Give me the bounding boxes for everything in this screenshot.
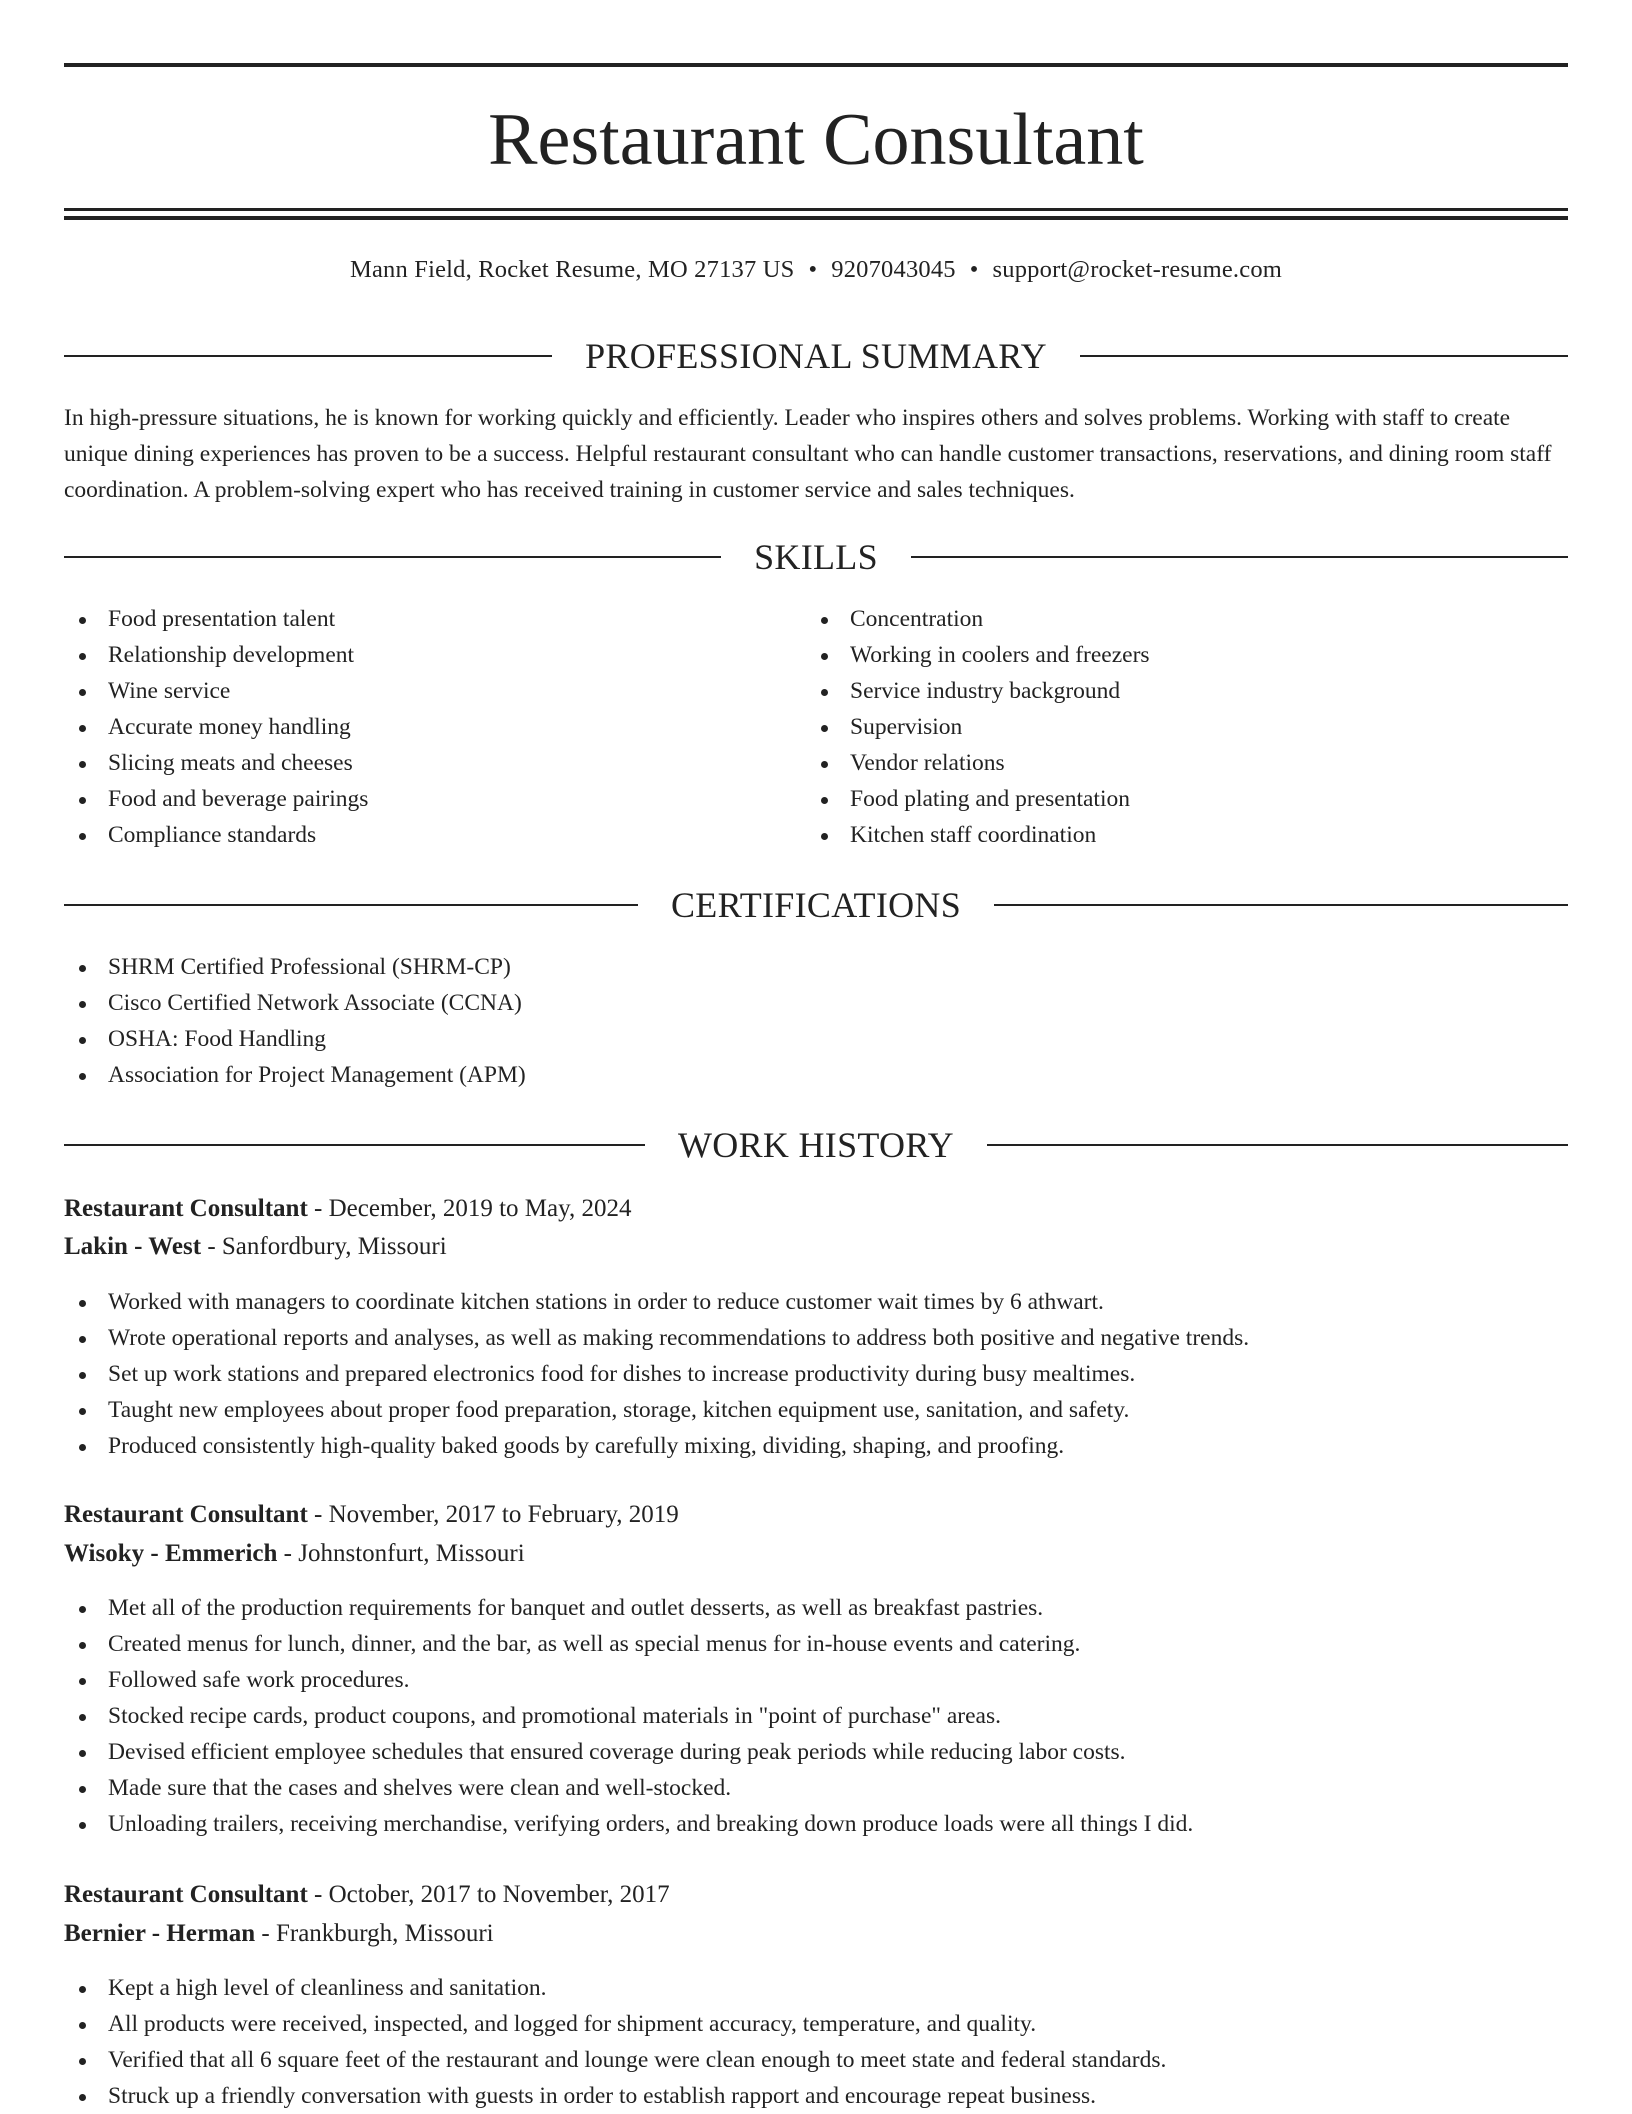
job-title-line bbox=[64, 1876, 670, 1914]
certification-item: OSHA: Food Handling bbox=[64, 1021, 526, 1057]
job-bullet: Wrote operational reports and analyses, as well as making recommendations to address both positive and negative trends. bbox=[64, 1320, 1249, 1356]
heading-rule-right bbox=[1080, 355, 1568, 357]
skill-item: Food presentation talent bbox=[64, 601, 368, 637]
job-bullet: Worked with managers to coordinate kitchen stations in order to reduce customer wait times by 6 athwart. bbox=[64, 1284, 1249, 1320]
job-bullet: Created menus for lunch, dinner, and the bar, as well as special menus for in-house events and catering. bbox=[64, 1626, 1193, 1662]
summary-heading-text: PROFESSIONAL SUMMARY bbox=[585, 336, 1047, 376]
skill-item: Service industry background bbox=[806, 673, 1150, 709]
job-location: - Johnstonfurt, Missouri bbox=[277, 1540, 525, 1567]
job-bullet: Taught new employees about proper food preparation, storage, kitchen equipment use, sanitation, and safety. bbox=[64, 1392, 1249, 1428]
header-bottom-rule-2 bbox=[64, 216, 1568, 220]
skill-item: Working in coolers and freezers bbox=[806, 637, 1150, 673]
job-title: Restaurant Consultant bbox=[64, 1501, 308, 1528]
skill-item: Relationship development bbox=[64, 637, 368, 673]
contact-line bbox=[0, 252, 1632, 288]
page-title: Restaurant Consultant bbox=[488, 99, 1144, 181]
job-bullet: Set up work stations and prepared electronics food for dishes to increase productivity during busy mealtimes. bbox=[64, 1356, 1249, 1392]
job-company-line bbox=[64, 1915, 494, 1953]
job-title: Restaurant Consultant bbox=[64, 1881, 308, 1908]
skills-list-left bbox=[64, 601, 368, 853]
job-dates: - November, 2017 to February, 2019 bbox=[307, 1501, 679, 1528]
job-bullets bbox=[64, 1970, 1166, 2114]
job-bullet: Followed safe work procedures. bbox=[64, 1662, 1193, 1698]
certification-item: Association for Project Management (APM) bbox=[64, 1057, 526, 1093]
contact-separator: • bbox=[969, 256, 979, 283]
job-company: Wisoky - Emmerich bbox=[64, 1540, 278, 1567]
summary-heading bbox=[64, 332, 1568, 380]
job-bullet: All products were received, inspected, and logged for shipment accuracy, temperature, and quality. bbox=[64, 2006, 1166, 2042]
skill-item: Kitchen staff coordination bbox=[806, 817, 1150, 853]
job-title-line bbox=[64, 1190, 631, 1228]
skill-item: Wine service bbox=[64, 673, 368, 709]
job-bullet: Struck up a friendly conversation with guests in order to establish rapport and encourage repeat business. bbox=[64, 2078, 1166, 2114]
heading-rule-left bbox=[64, 904, 638, 906]
heading-rule-left bbox=[64, 355, 552, 357]
skill-item: Supervision bbox=[806, 709, 1150, 745]
certification-item: SHRM Certified Professional (SHRM-CP) bbox=[64, 949, 526, 985]
skill-item: Accurate money handling bbox=[64, 709, 368, 745]
skills-heading bbox=[64, 533, 1568, 581]
job-company: Bernier - Herman bbox=[64, 1920, 256, 1947]
contact-phone[interactable]: 9207043045 bbox=[831, 256, 956, 283]
job-title-line bbox=[64, 1496, 679, 1534]
skill-item: Vendor relations bbox=[806, 745, 1150, 781]
skill-item: Concentration bbox=[806, 601, 1150, 637]
job-bullet: Produced consistently high-quality baked goods by carefully mixing, dividing, shaping, and proofing. bbox=[64, 1428, 1249, 1464]
work-history-heading bbox=[64, 1121, 1568, 1169]
job-bullet: Stocked recipe cards, product coupons, and promotional materials in "point of purchase" areas. bbox=[64, 1698, 1193, 1734]
contact-separator: • bbox=[808, 256, 818, 283]
job-company: Lakin - West bbox=[64, 1233, 202, 1260]
contact-email[interactable]: support@rocket-resume.com bbox=[992, 256, 1283, 283]
job-dates: - October, 2017 to November, 2017 bbox=[307, 1881, 670, 1908]
skill-item: Food plating and presentation bbox=[806, 781, 1150, 817]
job-title: Restaurant Consultant bbox=[64, 1195, 308, 1222]
header-top-rule bbox=[64, 63, 1568, 67]
certifications-list bbox=[64, 949, 526, 1093]
heading-rule-right bbox=[994, 904, 1568, 906]
job-bullet: Devised efficient employee schedules that ensured coverage during peak periods while reducing labor costs. bbox=[64, 1734, 1193, 1770]
work-history-heading-text: WORK HISTORY bbox=[678, 1125, 954, 1165]
skills-list-right bbox=[806, 601, 1150, 853]
contact-address: Mann Field, Rocket Resume, MO 27137 US bbox=[349, 256, 795, 283]
job-bullet: Met all of the production requirements for banquet and outlet desserts, as well as breakfast pastries. bbox=[64, 1590, 1193, 1626]
header-bottom-rule-1 bbox=[64, 208, 1568, 211]
certifications-heading bbox=[64, 881, 1568, 929]
heading-rule-right bbox=[987, 1144, 1568, 1146]
job-company-line bbox=[64, 1228, 447, 1266]
skill-item: Food and beverage pairings bbox=[64, 781, 368, 817]
job-company-line bbox=[64, 1535, 525, 1573]
skill-item: Compliance standards bbox=[64, 817, 368, 853]
job-bullet: Verified that all 6 square feet of the restaurant and lounge were clean enough to meet state and federal standards. bbox=[64, 2042, 1166, 2078]
job-location: - Sanfordbury, Missouri bbox=[201, 1233, 447, 1260]
job-dates: - December, 2019 to May, 2024 bbox=[307, 1195, 632, 1222]
summary-text: In high-pressure situations, he is known for working quickly and efficiently. Leader who inspires others and solves problems. Working with staff to create unique dining experiences has proven to be a success. Helpful restaurant consultant who can handle customer transactions, reservations, and dining room staff coordination. A problem-solving expert who has received training in customer service and sales techniques. bbox=[64, 405, 1552, 503]
job-bullets bbox=[64, 1284, 1249, 1464]
job-bullet: Unloading trailers, receiving merchandise, verifying orders, and breaking down produce loads were all things I did. bbox=[64, 1806, 1193, 1842]
job-bullet: Made sure that the cases and shelves were clean and well-stocked. bbox=[64, 1770, 1193, 1806]
heading-rule-right bbox=[911, 556, 1568, 558]
job-location: - Frankburgh, Missouri bbox=[255, 1920, 494, 1947]
skills-heading-text: SKILLS bbox=[754, 537, 878, 577]
job-bullet: Kept a high level of cleanliness and sanitation. bbox=[64, 1970, 1166, 2006]
heading-rule-left bbox=[64, 556, 721, 558]
certification-item: Cisco Certified Network Associate (CCNA) bbox=[64, 985, 526, 1021]
job-bullets bbox=[64, 1590, 1193, 1842]
certifications-heading-text: CERTIFICATIONS bbox=[670, 885, 962, 925]
heading-rule-left bbox=[64, 1144, 645, 1146]
skill-item: Slicing meats and cheeses bbox=[64, 745, 368, 781]
